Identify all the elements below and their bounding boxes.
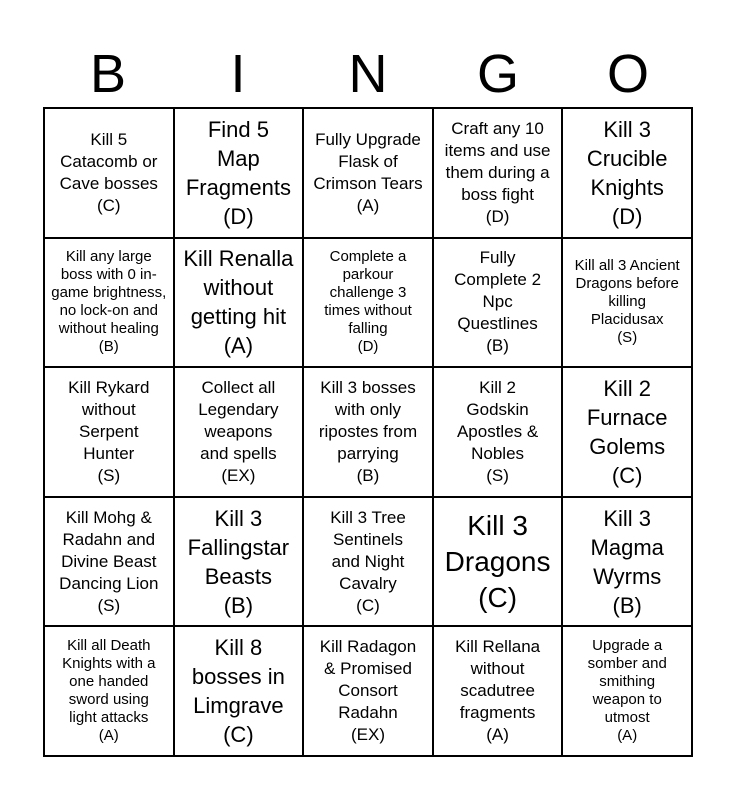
bingo-cell[interactable]	[562, 497, 692, 627]
bingo-cell[interactable]	[44, 626, 174, 756]
bingo-cell[interactable]	[433, 238, 563, 368]
bingo-cell[interactable]	[303, 238, 433, 368]
bingo-cell[interactable]	[174, 626, 304, 756]
bingo-grid	[43, 107, 693, 757]
bingo-cell[interactable]	[174, 497, 304, 627]
bingo-cell[interactable]	[44, 238, 174, 368]
bingo-cell-text: Kill 2 Godskin Apostles & Nobles (S)	[456, 377, 539, 485]
bingo-cell-text: Fully Complete 2 Npc Questlines (B)	[454, 248, 542, 356]
bingo-cell-text: Kill 3 Dragons (C)	[444, 509, 551, 613]
bingo-cell-text: Kill 5 Catacomb or Cave bosses (C)	[59, 129, 158, 215]
bingo-cell[interactable]	[562, 108, 692, 238]
bingo-cell-text: Kill all Death Knights with a one handed sword using light attacks (A)	[62, 637, 156, 745]
bingo-cell-text: Kill Rykard without Serpent Hunter (S)	[68, 377, 150, 485]
bingo-cell-text: Craft any 10 items and use them during a boss fight (D)	[444, 118, 551, 226]
bingo-cell[interactable]	[303, 497, 433, 627]
bingo-cell-text: Kill 2 Furnace Golems (C)	[586, 375, 668, 488]
bingo-cell-text: Kill Renalla without getting hit (A)	[183, 246, 294, 359]
header-letter-n: N	[348, 44, 388, 104]
bingo-cell[interactable]	[433, 626, 563, 756]
bingo-header	[43, 44, 693, 104]
bingo-cell[interactable]	[174, 367, 304, 497]
header-letter-b: B	[89, 44, 127, 104]
bingo-cell[interactable]	[174, 238, 304, 368]
header-letter-g: G	[476, 44, 519, 104]
bingo-cell[interactable]	[562, 367, 692, 497]
bingo-cell[interactable]	[303, 108, 433, 238]
bingo-cell-text: Fully Upgrade Flask of Crimson Tears (A)	[313, 129, 423, 215]
bingo-cell-text: Kill 3 Fallingstar Beasts (B)	[187, 505, 290, 618]
bingo-cell[interactable]	[174, 108, 304, 238]
bingo-cell-text: Kill 3 Tree Sentinels and Night Cavalry (C)	[330, 507, 406, 615]
bingo-cell-text: Kill 8 bosses in Limgrave (C)	[191, 635, 285, 748]
bingo-cell[interactable]	[303, 626, 433, 756]
bingo-cell[interactable]	[433, 497, 563, 627]
bingo-cell-text: Kill any large boss with 0 in- game brightness, no lock-on and without healing (B)	[51, 248, 167, 356]
bingo-cell-text: Kill Radagon & Promised Consort Radahn (EX)	[319, 637, 417, 745]
bingo-cell-text: Kill 3 Crucible Knights (D)	[586, 116, 668, 229]
bingo-cell[interactable]	[433, 108, 563, 238]
bingo-cell-text: Kill Rellana without scadutree fragments (A)	[455, 637, 541, 745]
bingo-cell-text: Complete a parkour challenge 3 times without falling (D)	[324, 248, 412, 356]
bingo-cell[interactable]	[562, 626, 692, 756]
bingo-cell-text: Kill all 3 Ancient Dragons before killing Placidusax (S)	[574, 257, 680, 347]
header-letter-i: I	[230, 44, 246, 104]
bingo-cell[interactable]	[303, 367, 433, 497]
header-letter-o: O	[606, 44, 649, 104]
bingo-cell[interactable]	[44, 367, 174, 497]
bingo-cell-text: Find 5 Map Fragments (D)	[185, 116, 291, 229]
bingo-cell-text: Kill 3 bosses with only ripostes from parrying (B)	[318, 377, 418, 485]
bingo-cell-text: Kill Mohg & Radahn and Divine Beast Dancing Lion (S)	[59, 507, 159, 615]
bingo-cell-text: Kill 3 Magma Wyrms (B)	[590, 505, 664, 618]
bingo-cell-text: Collect all Legendary weapons and spells (EX)	[198, 377, 279, 485]
bingo-cell[interactable]	[562, 238, 692, 368]
bingo-cell[interactable]	[433, 367, 563, 497]
bingo-cell[interactable]	[44, 497, 174, 627]
bingo-cell-text: Upgrade a somber and smithing weapon to utmost (A)	[587, 637, 667, 745]
bingo-cell[interactable]	[44, 108, 174, 238]
